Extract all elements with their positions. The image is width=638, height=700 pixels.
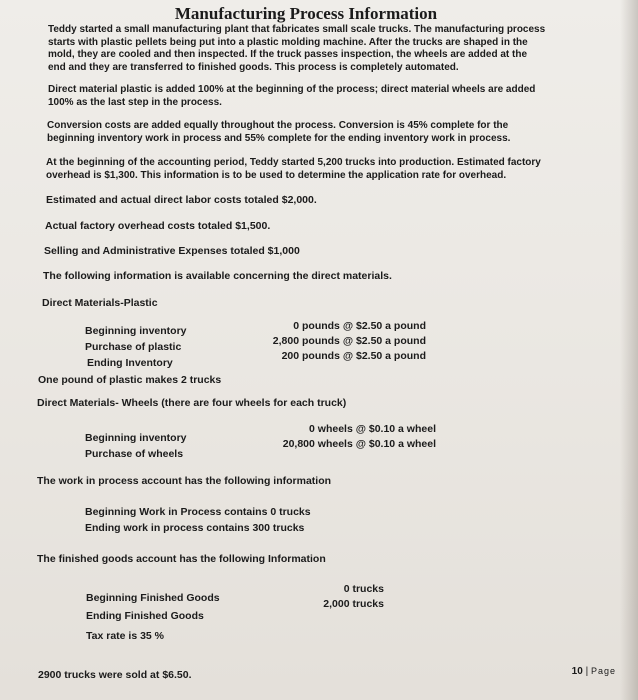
direct-materials-intro: The following information is available concerning the direct materials.: [43, 270, 392, 282]
finished-row-value: 0 trucks: [343, 583, 384, 595]
finished-row-label: Ending Finished Goods: [86, 610, 204, 622]
wheels-row-label: Purchase of wheels: [85, 448, 184, 460]
page-title: Manufacturing Process Information: [174, 4, 438, 23]
page-label: Page: [590, 666, 616, 676]
tax-rate-line: Tax rate is 35 %: [86, 630, 165, 642]
plastic-row-label: Purchase of plastic: [85, 341, 182, 353]
wip-line: Beginning Work in Process contains 0 trucks: [85, 506, 311, 518]
wheels-row-value: 0 wheels @ $0.10 a wheel: [309, 423, 436, 435]
plastic-row-label: Beginning inventory: [85, 325, 187, 337]
plastic-row-value: 2,800 pounds @ $2.50 a pound: [272, 335, 426, 347]
overhead-line: overhead is $1,300. This information is to be used to determine the application rate for overhead.: [46, 169, 507, 181]
conversion-line: Conversion costs are added equally throughout the process. Conversion is 45% complete for the: [47, 120, 509, 131]
wheels-heading: Direct Materials- Wheels (there are four wheels for each truck): [37, 397, 347, 409]
wip-line: Ending work in process contains 300 trucks: [85, 522, 305, 534]
wheels-row-label: Beginning inventory: [85, 432, 187, 444]
direct-material-line: Direct material plastic is added 100% at the beginning of the process; direct material wheels are added: [48, 84, 536, 95]
plastic-yield-note: One pound of plastic makes 2 trucks: [38, 374, 222, 386]
page-number: 10: [571, 666, 583, 677]
intro-line: end and they are transferred to finished goods. This process is completely automated.: [48, 61, 459, 73]
overhead-paragraph: [46, 157, 606, 182]
wheels-row-value: 20,800 wheels @ $0.10 a wheel: [282, 438, 436, 450]
page-footer: [572, 666, 616, 677]
intro-paragraph: [48, 24, 608, 74]
intro-line: starts with plastic pellets being put into a plastic molding machine. After the trucks are shaped in the: [48, 36, 528, 48]
finished-goods-heading: The finished goods account has the following Information: [37, 553, 326, 565]
intro-line: Teddy started a small manufacturing plant that fabricates small scale trucks. The manufacturing process: [48, 24, 546, 35]
intro-line: mold, they are cooled and then inspected. If the truck passes inspection, the wheels are added at the: [48, 49, 528, 60]
wip-heading: The work in process account has the following information: [37, 475, 332, 487]
direct-material-paragraph: [48, 84, 608, 109]
finished-row-value: 2,000 trucks: [323, 598, 384, 610]
plastic-row-value: 200 pounds @ $2.50 a pound: [281, 350, 426, 362]
conversion-line: beginning inventory work in process and 55% complete for the ending inventory work in process.: [47, 132, 511, 144]
page-separator: |: [585, 666, 589, 677]
labor-cost-line: Estimated and actual direct labor costs totaled $2,000.: [46, 194, 317, 206]
finished-row-label: Beginning Finished Goods: [86, 592, 220, 604]
sales-line: 2900 trucks were sold at $6.50.: [38, 669, 192, 681]
conversion-paragraph: [47, 120, 607, 145]
plastic-row-value: 0 pounds @ $2.50 a pound: [293, 320, 426, 332]
selling-expense-line: Selling and Administrative Expenses totaled $1,000: [44, 245, 300, 257]
plastic-row-label: Ending Inventory: [87, 357, 173, 369]
overhead-line: At the beginning of the accounting period, Teddy started 5,200 trucks into production. Estimated factory: [46, 157, 541, 168]
plastic-heading: Direct Materials-Plastic: [42, 297, 158, 309]
direct-material-line: 100% as the last step in the process.: [48, 96, 222, 108]
overhead-cost-line: Actual factory overhead costs totaled $1,500.: [45, 220, 271, 232]
